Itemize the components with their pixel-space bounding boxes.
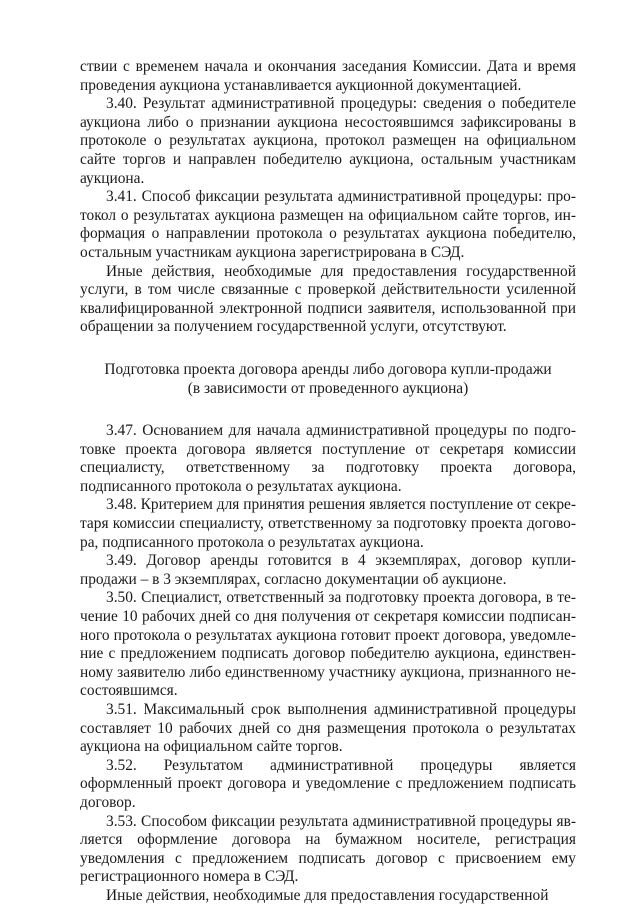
document-page [80,58,576,906]
paragraph-other-actions-2: Иные действия, необходимые для предоставления государственной [106,886,549,904]
paragraph-3-40: 3.40. Результат административной процедуры: сведения о победителе аукциона либо о признании аукциона несостоявшимся зафиксированы в протоколе о результатах аукциона, протокол размещен на официальном сайте торгов и направлен победителю аукциона, остальным участникам аукциона. [80,95,576,187]
paragraph-3-52: 3.52. Результатом административной процедуры является оформленный проект договора и уведомление с предложением подписать договор. [80,756,576,811]
paragraph-continuation: ствии с временем начала и окончания заседания Комиссии. Дата и время проведения аукциона устанавливается аукционной документацией. [80,58,576,94]
section-heading [80,361,576,398]
paragraph-3-53: 3.53. Способом фиксации результата административной процедуры является оформление договора на бумажном носителе, регистрация уведомления с предложением подписать договор с присвоением ему регистрационного номера в СЭД. [80,812,576,886]
paragraph-3-50: 3.50. Специалист, ответственный за подготовку проекта договора, в течение 10 рабочих дней со дня получения от секретаря комиссии подписанного протокола о результатах аукциона готовит проект договора, уведомление с предложением подписать договор победителю аукциона, единственному заявителю либо единственному участнику аукциона, признанного несостоявшимся. [80,589,576,700]
paragraph-3-47: 3.47. Основанием для начала административной процедуры по подготовке проекта договора является поступление от секретаря комиссии специалисту, ответственному за подготовку проекта договора, подписанного протокола о результатах аукциона. [80,422,576,495]
paragraph-other-actions: Иные действия, необходимые для предоставления государственной услуги, в том числе связанные с проверкой действительности усиленной квалифицированной электронной подписи заявителя, использованной при обращении за получением государственной услуги, отсутствуют. [80,262,576,336]
section-heading-line-1: Подготовка проекта договора аренды либо договора купли-продажи [104,360,552,378]
paragraph-3-48: 3.48. Критерием для принятия решения является поступление от секретаря комиссии специалисту, ответственному за подготовку проекта договора, подписанного протокола о результатах аукциона. [80,496,576,551]
paragraph-3-41: 3.41. Способ фиксации результата административной процедуры: протокол о результатах аукциона размещен на официальном сайте торгов, информация о направлении протокола о результатах аукциона победителю, остальным участникам аукциона зарегистрирована в СЭД. [80,188,576,261]
paragraph-3-51: 3.51. Максимальный срок выполнения административной процедуры составляет 10 рабочих дней со дня размещения протокола о результатах аукциона на официальном сайте торгов. [80,701,576,756]
section-heading-line-2: (в зависимости от проведенного аукциона) [187,379,469,397]
paragraph-3-49: 3.49. Договор аренды готовится в 4 экземплярах, договор купли-продажи – в 3 экземплярах, согласно документации об аукционе. [80,552,576,588]
